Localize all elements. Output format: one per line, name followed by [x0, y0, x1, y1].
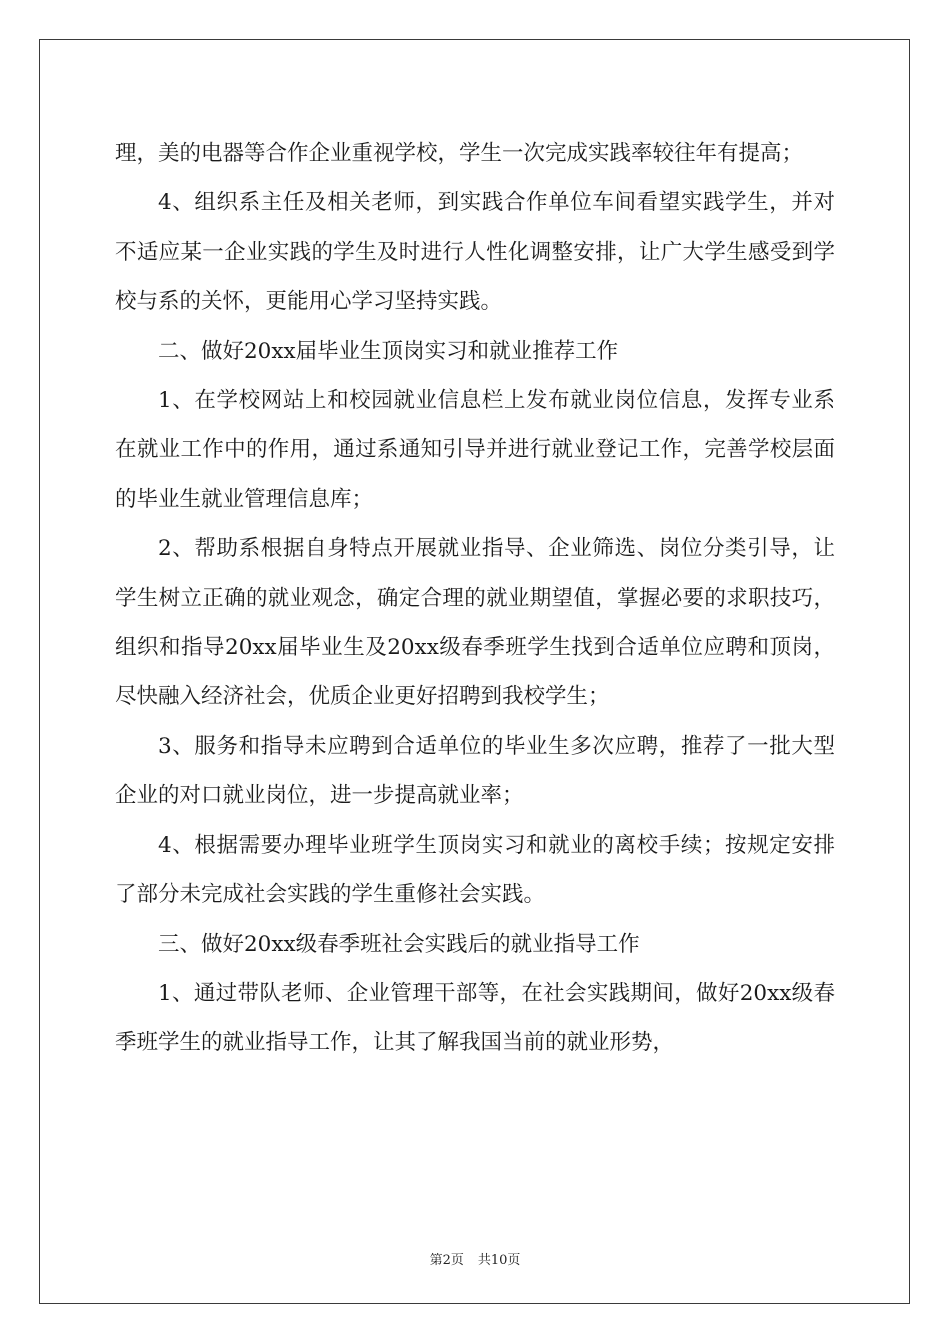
- paragraph-4: 1、在学校网站上和校园就业信息栏上发布就业岗位信息，发挥专业系在就业工作中的作用，通过系通知引导并进行就业登记工作，完善学校层面的毕业生就业管理信息库；: [115, 388, 835, 512]
- paragraph-1: 理，美的电器等合作企业重视学校，学生一次完成实践率较往年有提高；: [115, 141, 804, 166]
- paragraph-7: 4、根据需要办理毕业班学生顶岗实习和就业的离校手续；按规定安排了部分未完成社会实践的学生重修社会实践。: [115, 832, 835, 908]
- page-number: 第2页: [429, 1253, 464, 1268]
- paragraph-6: 3、服务和指导未应聘到合适单位的毕业生多次应聘，推荐了一批大型企业的对口就业岗位，进一步提高就业率；: [115, 733, 835, 809]
- paragraph-5: 2、帮助系根据自身特点开展就业指导、企业筛选、岗位分类引导，让学生树立正确的就业观念，确定合理的就业期望值，掌握必要的求职技巧，组织和指导20xx届毕业生及20xx级春季班学生找到合适单位应聘和顶岗，尽快融入经济社会，优质企业更好招聘到我校学生；: [115, 536, 835, 710]
- section-heading-3: 三、做好20xx级春季班社会实践后的就业指导工作: [158, 931, 640, 957]
- paragraph-9: 1、通过带队老师、企业管理干部等，在社会实践期间，做好20xx级春季班学生的就业指导工作，让其了解我国当前的就业形势，: [115, 980, 835, 1056]
- section-heading-2: 二、做好20xx届毕业生顶岗实习和就业推荐工作: [158, 338, 619, 364]
- paragraph-2: 4、组织系主任及相关老师，到实践合作单位车间看望实践学生，并对不适应某一企业实践的学生及时进行人性化调整安排，让广大学生感受到学校与系的关怀，更能用心学习坚持实践。: [115, 190, 835, 315]
- document-body: [115, 129, 835, 1068]
- page-total: 共10页: [477, 1253, 521, 1268]
- page-footer: [0, 1249, 950, 1268]
